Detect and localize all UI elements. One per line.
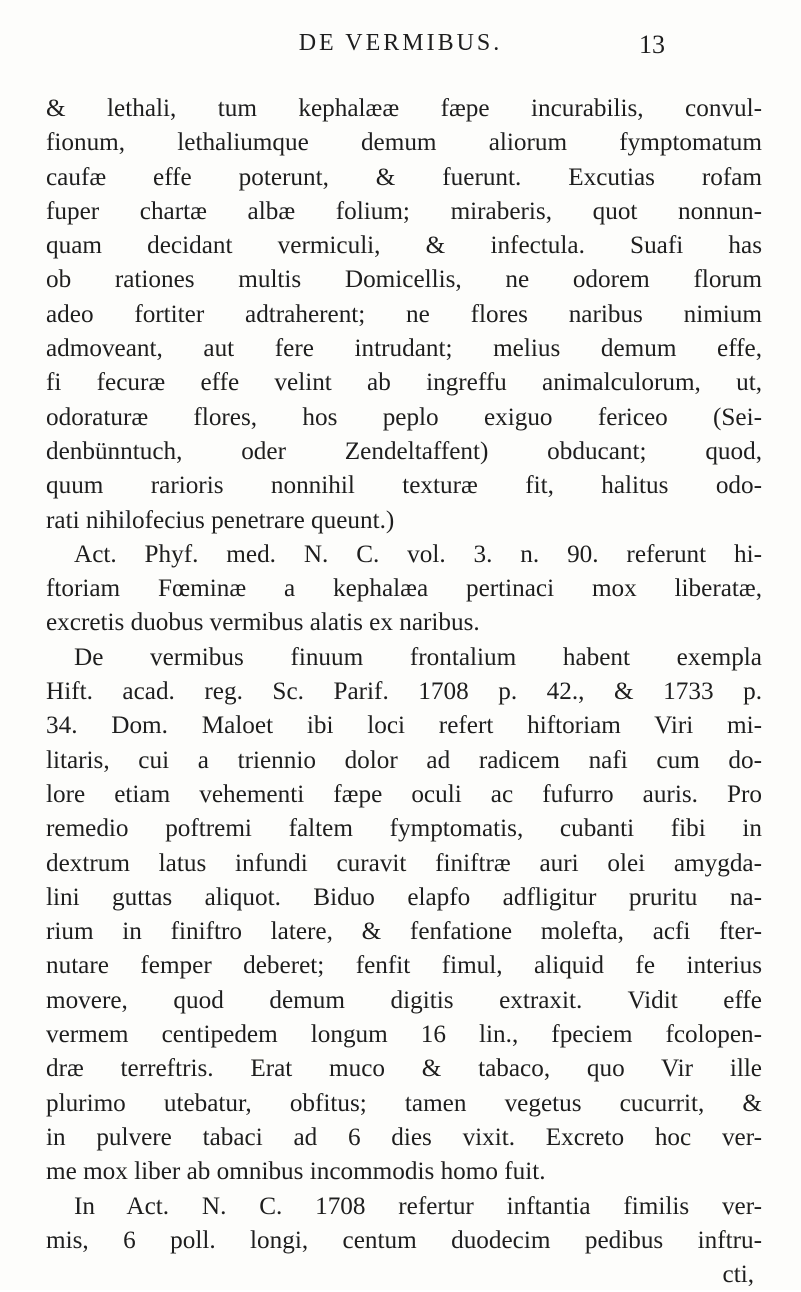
text-line: lore etiam vehementi fæpe oculi ac fufurro auris. Pro xyxy=(46,780,762,808)
page-number: 13 xyxy=(639,30,665,59)
text-line: Hift. acad. reg. Sc. Parif. 1708 p. 42., & 1733 p. xyxy=(46,678,762,706)
text-line: De vermibus finuum frontalium habent exempla xyxy=(74,643,762,671)
text-line: denbünntuch, oder Zendeltaffent) obducant; quod, xyxy=(46,437,762,465)
text-line: fuper chartæ albæ folium; miraberis, quot nonnun- xyxy=(46,197,762,225)
text-line: odoraturæ flores, hos peplo exiguo fericeo (Sei- xyxy=(46,403,762,431)
text-line: ftoriam Fœminæ a kephalæa pertinaci mox liberatæ, xyxy=(46,575,762,603)
text-line: plurimo utebatur, obfitus; tamen vegetus cucurrit, & xyxy=(46,1089,762,1117)
running-head xyxy=(0,22,801,62)
text-line: Act. Phyf. med. N. C. vol. 3. n. 90. referunt hi- xyxy=(74,540,762,568)
body-text xyxy=(46,92,762,1292)
text-line: fi fecuræ effe velint ab ingreffu animalculorum, ut, xyxy=(46,369,762,397)
catchword-line: cti, xyxy=(722,1261,754,1289)
text-line: movere, quod demum digitis extraxit. Vidit effe xyxy=(46,986,762,1014)
text-line: excretis duobus vermibus alatis ex naribus. xyxy=(46,609,480,637)
text-line: caufæ effe poterunt, & fuerunt. Excutias rofam xyxy=(46,163,762,191)
text-line: fionum, lethaliumque demum aliorum fymptomatum xyxy=(46,129,762,157)
text-line: lini guttas aliquot. Biduo elapfo adfligitur pruritu na- xyxy=(46,883,762,911)
text-line: litaris, cui a triennio dolor ad radicem nafi cum do- xyxy=(46,746,762,774)
text-line: vermem centipedem longum 16 lin., fpeciem fcolopen- xyxy=(46,1021,762,1049)
text-line: quam decidant vermiculi, & infectula. Suafi has xyxy=(46,232,762,260)
text-line: ob rationes multis Domicellis, ne odorem florum xyxy=(46,266,762,294)
text-line: remedio poftremi faltem fymptomatis, cubanti fibi in xyxy=(46,815,762,843)
text-line: mis, 6 poll. longi, centum duodecim pedibus inftru- xyxy=(46,1226,762,1254)
text-line: in pulvere tabaci ad 6 dies vixit. Excreto hoc ver- xyxy=(46,1123,762,1151)
text-line: dræ terreftris. Erat muco & tabaco, quo Vir ille xyxy=(46,1055,762,1083)
running-title: DE VERMIBUS. xyxy=(298,30,503,56)
text-line: dextrum latus infundi curavit finiftræ auri olei amygda- xyxy=(46,849,762,877)
text-line: rium in finiftro latere, & fenfatione molefta, acfi fter- xyxy=(46,918,762,946)
text-line: nutare femper deberet; fenfit fimul, aliquid fe interius xyxy=(46,952,762,980)
text-line: 34. Dom. Maloet ibi loci refert hiftoriam Viri mi- xyxy=(46,712,762,740)
text-line: adeo fortiter adtraherent; ne flores naribus nimium xyxy=(46,300,762,328)
text-line: quum rarioris nonnihil texturæ fit, halitus odo- xyxy=(46,472,762,500)
text-line: me mox liber ab omnibus incommodis homo fuit. xyxy=(46,1158,546,1186)
text-line: & lethali, tum kephalææ fæpe incurabilis, convul- xyxy=(46,95,762,122)
text-line: rati nihilofecius penetrare queunt.) xyxy=(46,506,395,534)
text-line: In Act. N. C. 1708 refertur inftantia fimilis ver- xyxy=(74,1192,762,1220)
text-line: admoveant, aut fere intrudant; melius demum effe, xyxy=(46,335,762,363)
